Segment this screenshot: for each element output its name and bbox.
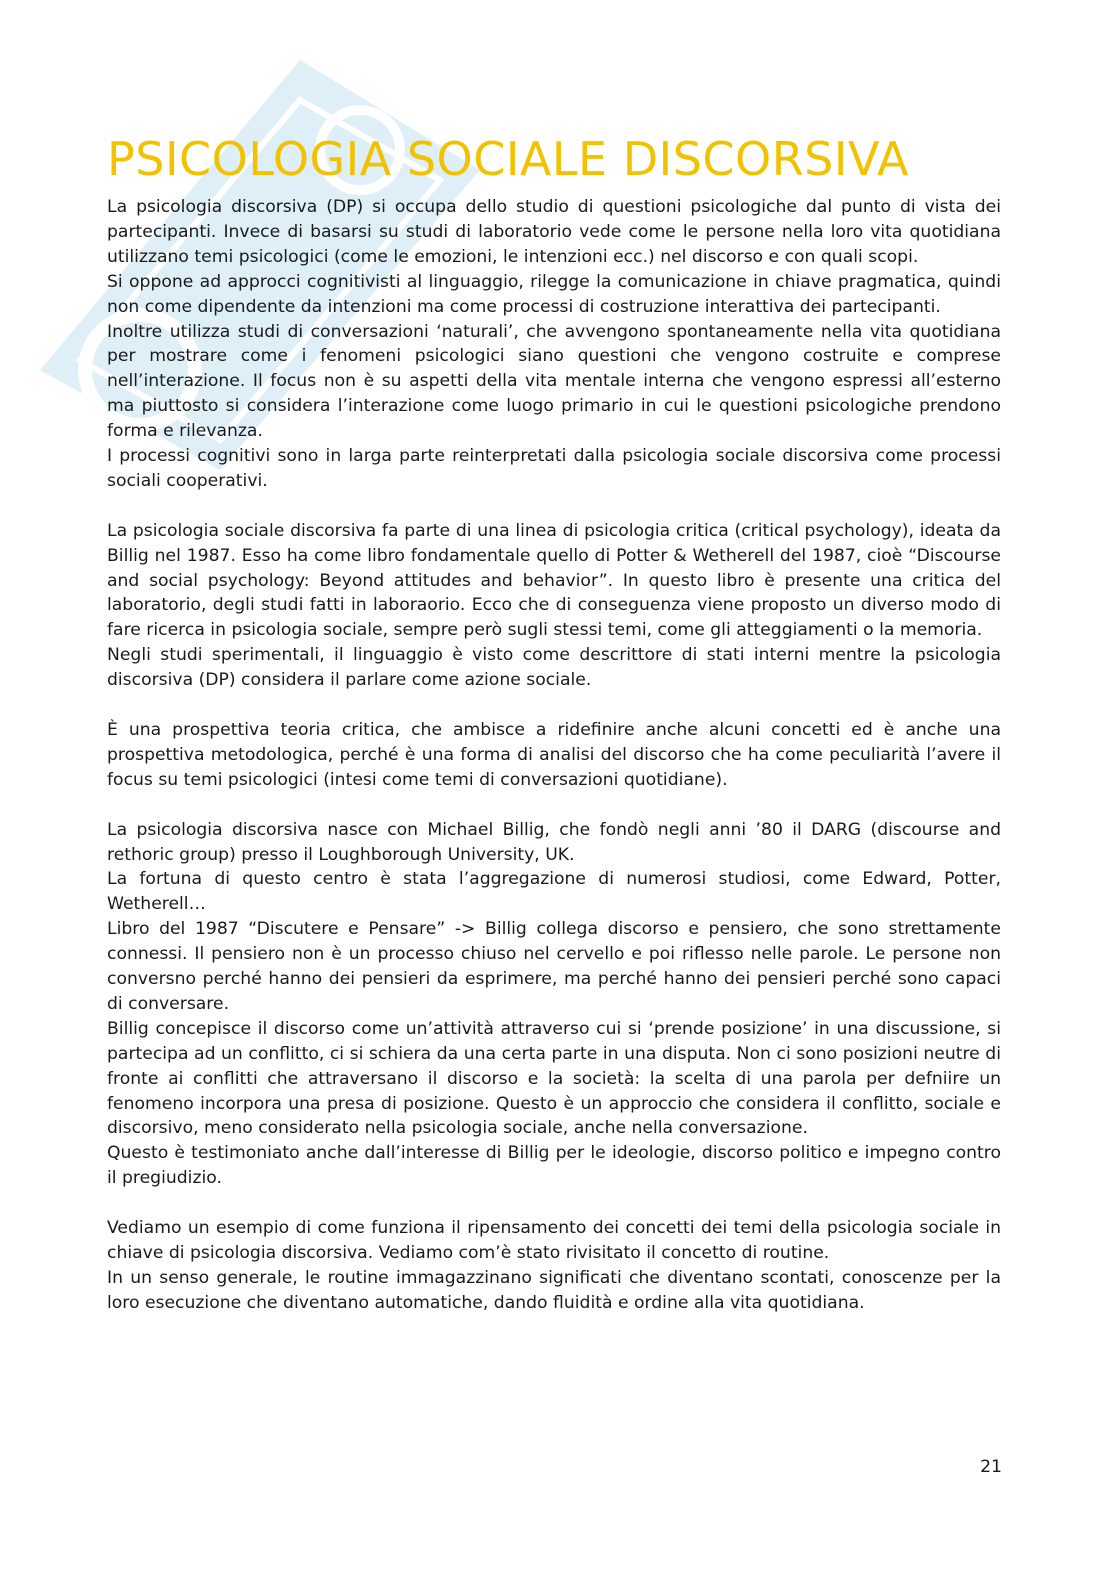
paragraph: Billig concepisce il discorso come un’attività attraverso cui si ‘prende posizione’ in una discussione, si partecipa ad un conflitto, ci si schiera da una certa parte in una disputa. Non ci sono posizioni neutre di fronte ai conflitti che attraversano il discorso e la società: la scelta di una parola per defniire un fenomeno incorpora una presa di posizione. Questo è un approccio che considera il conflitto, sociale e discorsivo, meno considerato nella psicologia sociale, anche nella conversazione. — [107, 1018, 1001, 1139]
document-body — [107, 195, 1001, 1316]
paragraph: Negli studi sperimentali, il linguaggio è visto come descrittore di stati interni mentre la psicologia discorsiva (DP) considera il parlare come azione sociale. — [107, 645, 1001, 691]
paragraph: In un senso generale, le routine immagazzinano significati che diventano scontati, conoscenze per la loro esecuzione che diventano automatiche, dando fluidità e ordine alla vita quotidiana. — [107, 1267, 1001, 1313]
paragraph: La fortuna di questo centro è stata l’aggregazione di numerosi studiosi, come Edward, Potter, Wetherell… — [107, 869, 1001, 915]
page-number: 21 — [980, 1457, 1002, 1477]
paragraph-gap — [107, 494, 1001, 519]
paragraph: La psicologia sociale discorsiva fa parte di una linea di psicologia critica (critical psychology), ideata da Billig nel 1987. Esso ha come libro fondamentale quello di Potter & Wetherell del 1987, cioè “Discourse and social psychology: Beyond attitudes and behavior”. In questo libro è presente una critica del laboratorio, degli studi fatti in laboraorio. Ecco che di conseguenza viene proposto un diverso modo di fare ricerca in psicologia sociale, sempre però sugli stessi temi, come gli atteggiamenti o la memoria. — [107, 520, 1001, 641]
page-title: PSICOLOGIA SOCIALE DISCORSIVA — [107, 132, 909, 186]
paragraph: La psicologia discorsiva (DP) si occupa dello studio di questioni psicologiche dal punto di vista dei partecipanti. Invece di basarsi su studi di laboratorio vede come le persone nella loro vita quotidiana utilizzano temi psicologici (come le emozioni, le intenzioni ecc.) nel discorso e con quali scopi. — [107, 197, 1001, 267]
paragraph: Libro del 1987 “Discutere e Pensare” -> Billig collega discorso e pensiero, che sono strettamente connessi. Il pensiero non è un processo chiuso nel cervello e poi riflesso nelle parole. Le persone non conversno perché hanno dei pensieri da esprimere, ma perché hanno dei pensieri perché sono capaci di conversare. — [107, 919, 1001, 1014]
paragraph: Inoltre utilizza studi di conversazioni ‘naturali’, che avvengono spontaneamente nella vita quotidiana per mostrare come i fenomeni psicologici siano questioni che vengono costruite e comprese nell’interazione. Il focus non è su aspetti della vita mentale interna che vengono espressi all’esterno ma piuttosto si considera l’interazione come luogo primario in cui le questioni psicologiche prendono forma e rilevanza. — [107, 321, 1001, 442]
paragraph: Si oppone ad approcci cognitivisti al linguaggio, rilegge la comunicazione in chiave pragmatica, quindi non come dipendente da intenzioni ma come processi di costruzione interattiva dei partecipanti. — [107, 271, 1001, 317]
paragraph-gap — [107, 693, 1001, 718]
paragraph-gap — [107, 793, 1001, 818]
paragraph-gap — [107, 1191, 1001, 1216]
paragraph: È una prospettiva teoria critica, che ambisce a ridefinire anche alcuni concetti ed è anche una prospettiva metodologica, perché è una forma di analisi del discorso che ha come peculiarità l’avere il focus su temi psicologici (intesi come temi di conversazioni quotidiane). — [107, 720, 1001, 790]
paragraph: Questo è testimoniato anche dall’interesse di Billig per le ideologie, discorso politico e impegno contro il pregiudizio. — [107, 1143, 1001, 1189]
paragraph: Vediamo un esempio di come funziona il ripensamento dei concetti dei temi della psicologia sociale in chiave di psicologia discorsiva. Vediamo com’è stato rivisitato il concetto di routine. — [107, 1218, 1001, 1263]
paragraph: La psicologia discorsiva nasce con Michael Billig, che fondò negli anni ’80 il DARG (discourse and rethoric group) presso il Loughborough University, UK. — [107, 819, 1001, 865]
paragraph: I processi cognitivi sono in larga parte reinterpretati dalla psicologia sociale discorsiva come processi sociali cooperativi. — [107, 446, 1001, 491]
